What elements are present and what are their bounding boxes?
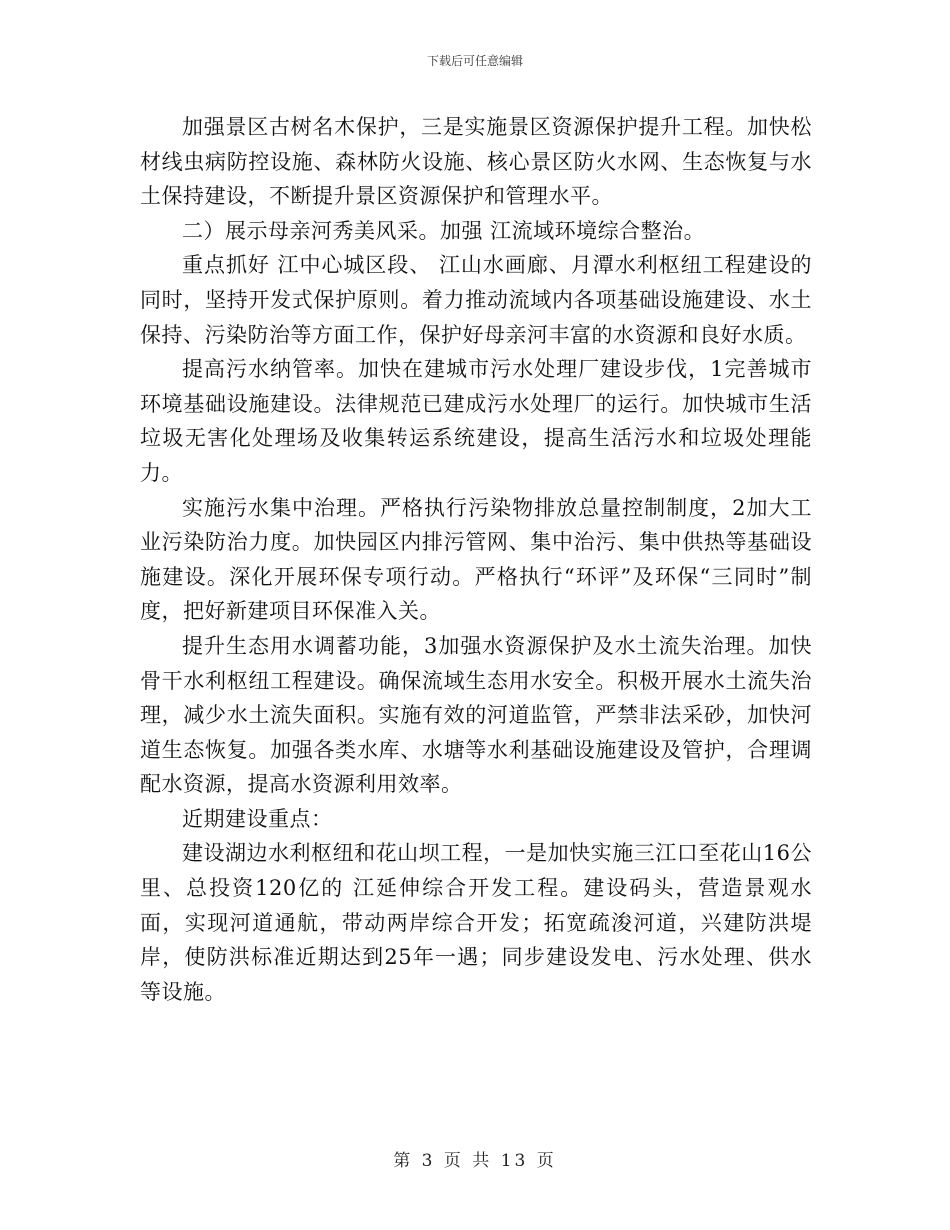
page-number-footer: 第 3 页 共 13 页 xyxy=(393,1151,557,1171)
paragraph-8: 建设湖边水利枢纽和花山坝工程，一是加快实施三江口至花山16公里、总投资120亿的 江延伸综合开发工程。建设码头，营造景观水面，实现河道通航，带动两岸综合开发；拓宽疏浚河道，兴建防洪堤岸，使防洪标准近期达到25年一遇；同步建设发电、污水处理、供水等设施。 xyxy=(140,841,812,1004)
paragraph-7: 近期建设重点： xyxy=(182,806,333,831)
paragraph-6: 提升生态用水调蓄功能，3加强水资源保护及水土流失治理。加快骨干水利枢纽工程建设。确保流域生态用水安全。积极开展水土流失治理，减少水土流失面积。实施有效的河道监管，严禁非法采砂，加快河道生态恢复。加强各类水库、水塘等水利基础设施建设及管护，合理调配水资源，提高水资源利用效率。 xyxy=(140,633,812,797)
document-body xyxy=(140,110,812,1009)
page-header-note: 下载后可任意编辑 xyxy=(426,54,523,68)
paragraph-3: 重点抓好 江中心城区段、 江山水画廊、月潭水利枢纽工程建设的同时，坚持开发式保护原则。着力推动流域内各项基础设施建设、水土保持、污染防治等方面工作，保护好母亲河丰富的水资源和良好水质。 xyxy=(140,253,812,347)
paragraph-4: 提高污水纳管率。加快在建城市污水处理厂建设步伐，1完善城市环境基础设施建设。法律规范已建成污水处理厂的运行。加快城市生活垃圾无害化处理场及收集转运系统建设，提高生活污水和垃圾处理能力。 xyxy=(140,357,812,485)
paragraph-1: 加强景区古树名木保护，三是实施景区资源保护提升工程。加快松材线虫病防控设施、森林防火设施、核心景区防火水网、生态恢复与水土保持建设，不断提升景区资源保护和管理水平。 xyxy=(140,115,812,209)
paragraph-5: 实施污水集中治理。严格执行污染物排放总量控制制度，2加大工业污染防治力度。加快园区内排污管网、集中治污、集中供热等基础设施建设。深化开展环保专项行动。严格执行“环评”及环保“三同时”制度，把好新建项目环保准入关。 xyxy=(140,495,812,624)
paragraph-2: 二）展示母亲河秀美风采。加强 江流域环境综合整治。 xyxy=(182,218,706,243)
